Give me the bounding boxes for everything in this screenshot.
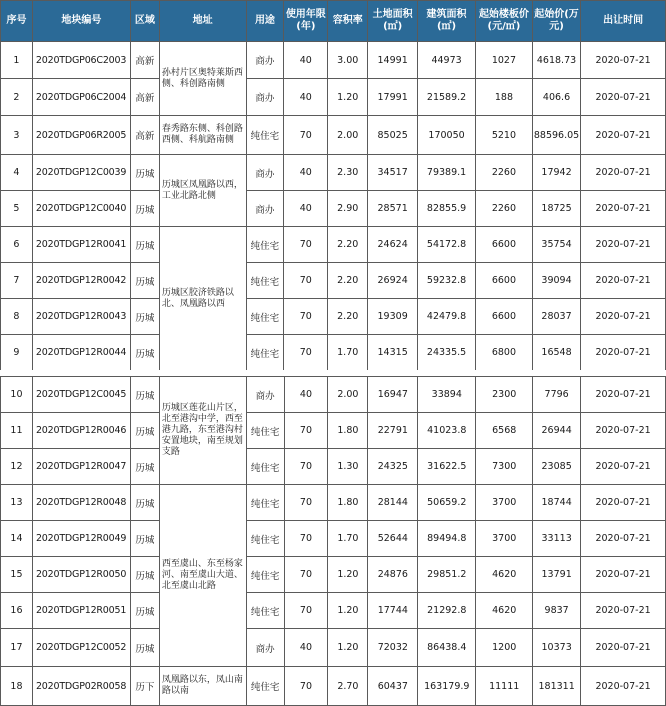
cell-area: 高新 — [130, 79, 159, 116]
cell-date: 2020-07-21 — [581, 299, 666, 335]
cell-area: 历城 — [130, 227, 159, 263]
cell-far: 1.20 — [328, 593, 368, 629]
cell-far: 2.70 — [328, 667, 368, 706]
cell-address: 凤凰路以东，凤山南路以南 — [159, 667, 246, 706]
cell-date: 2020-07-21 — [581, 667, 666, 706]
cell-area: 历城 — [130, 263, 159, 299]
table-row — [1, 155, 666, 191]
header-land-area: 土地面积(㎡) — [368, 1, 418, 42]
cell-building-area: 21292.8 — [418, 593, 476, 629]
cell-years: 70 — [284, 263, 328, 299]
cell-use: 纯住宅 — [246, 335, 284, 371]
cell-use: 商办 — [246, 377, 284, 413]
cell-building-area: 163179.9 — [418, 667, 476, 706]
cell-area: 历城 — [130, 449, 159, 485]
cell-use: 纯住宅 — [246, 449, 284, 485]
cell-floor-price: 6600 — [476, 299, 533, 335]
cell-use: 商办 — [246, 42, 284, 79]
cell-floor-price: 2260 — [476, 191, 533, 227]
cell-far: 2.20 — [328, 227, 368, 263]
cell-building-area: 89494.8 — [418, 521, 476, 557]
cell-start-price: 10373 — [533, 629, 581, 667]
header-floor-price: 起始楼板价(元/㎡) — [476, 1, 533, 42]
cell-code: 2020TDGP12R0044 — [32, 335, 130, 371]
cell-building-area: 79389.1 — [418, 155, 476, 191]
cell-years: 70 — [284, 413, 328, 449]
cell-land-area: 22791 — [368, 413, 418, 449]
cell-code: 2020TDGP12C0040 — [32, 191, 130, 227]
header-building-area: 建筑面积(㎡) — [418, 1, 476, 42]
cell-start-price: 16548 — [532, 335, 580, 371]
cell-floor-price: 3700 — [476, 485, 533, 521]
cell-date: 2020-07-21 — [581, 521, 666, 557]
cell-no: 5 — [1, 191, 33, 227]
cell-date: 2020-07-21 — [581, 485, 666, 521]
cell-floor-price: 11111 — [476, 667, 533, 706]
cell-no: 10 — [1, 377, 33, 413]
cell-no: 18 — [1, 667, 33, 706]
cell-area: 历下 — [130, 667, 159, 706]
cell-years: 70 — [284, 449, 328, 485]
cell-floor-price: 4620 — [476, 557, 533, 593]
cell-use: 纯住宅 — [246, 593, 284, 629]
cell-far: 3.00 — [328, 42, 368, 79]
cell-date: 2020-07-21 — [581, 155, 666, 191]
header-address: 地址 — [159, 1, 246, 42]
cell-land-area: 24624 — [368, 227, 418, 263]
cell-far: 1.70 — [328, 521, 368, 557]
cell-land-area: 24325 — [368, 449, 418, 485]
cell-no: 2 — [1, 79, 33, 116]
cell-land-area: 14991 — [368, 42, 418, 79]
cell-far: 1.20 — [328, 79, 368, 116]
cell-use: 纯住宅 — [246, 413, 284, 449]
table-row — [1, 263, 666, 299]
cell-start-price: 26944 — [533, 413, 581, 449]
header-use: 用途 — [246, 1, 284, 42]
table-row — [1, 79, 666, 116]
cell-area: 历城 — [130, 485, 159, 521]
cell-floor-price: 6600 — [476, 263, 533, 299]
header-area: 区域 — [130, 1, 159, 42]
table-row — [1, 449, 666, 485]
cell-building-area: 41023.8 — [418, 413, 476, 449]
cell-years: 40 — [284, 155, 328, 191]
cell-use: 商办 — [246, 191, 284, 227]
cell-years: 40 — [284, 629, 328, 667]
cell-code: 2020TDGP12R0048 — [32, 485, 130, 521]
header-date: 出让时间 — [581, 1, 666, 42]
cell-area: 高新 — [130, 42, 159, 79]
cell-use: 纯住宅 — [246, 299, 284, 335]
cell-years: 70 — [284, 593, 328, 629]
cell-years: 40 — [284, 79, 328, 116]
cell-far: 1.80 — [328, 485, 368, 521]
cell-years: 70 — [284, 335, 328, 371]
cell-floor-price: 2300 — [476, 377, 533, 413]
table-row — [1, 42, 666, 79]
cell-start-price: 23085 — [533, 449, 581, 485]
cell-area: 历城 — [130, 191, 159, 227]
cell-years: 40 — [284, 42, 328, 79]
cell-area: 历城 — [130, 335, 159, 371]
cell-far: 2.20 — [328, 299, 368, 335]
cell-address: 历城区莲花山片区，北至港沟中学，西至港九路，东至港沟村安置地块，南至规划支路 — [159, 377, 246, 485]
cell-start-price: 28037 — [532, 299, 580, 335]
cell-land-area: 17991 — [368, 79, 418, 116]
cell-far: 2.00 — [328, 377, 368, 413]
cell-date: 2020-07-21 — [581, 593, 666, 629]
cell-years: 70 — [284, 557, 328, 593]
header-no: 序号 — [1, 1, 33, 42]
cell-building-area: 33894 — [418, 377, 476, 413]
cell-start-price: 181311 — [533, 667, 581, 706]
cell-no: 7 — [1, 263, 33, 299]
cell-code: 2020TDGP12R0047 — [32, 449, 130, 485]
cell-land-area: 34517 — [368, 155, 418, 191]
cell-use: 商办 — [246, 155, 284, 191]
cell-no: 11 — [1, 413, 33, 449]
header-years: 使用年限(年) — [284, 1, 328, 42]
cell-use: 纯住宅 — [246, 485, 284, 521]
cell-land-area: 14315 — [368, 335, 418, 371]
table-row — [1, 413, 666, 449]
cell-land-area: 60437 — [368, 667, 418, 706]
cell-date: 2020-07-21 — [581, 557, 666, 593]
cell-area: 历城 — [130, 299, 159, 335]
cell-building-area: 50659.2 — [418, 485, 476, 521]
cell-floor-price: 4620 — [476, 593, 533, 629]
cell-address: 西至虞山、东至杨家河、南至虞山大道、北至虞山北路 — [159, 485, 246, 667]
cell-floor-price: 6600 — [476, 227, 533, 263]
cell-floor-price: 1027 — [476, 42, 533, 79]
cell-use: 商办 — [246, 79, 284, 116]
cell-area: 历城 — [130, 377, 159, 413]
cell-code: 2020TDGP06R2005 — [32, 116, 130, 155]
cell-area: 历城 — [130, 413, 159, 449]
cell-code: 2020TDGP06C2004 — [32, 79, 130, 116]
cell-start-price: 35754 — [532, 227, 580, 263]
cell-start-price: 18744 — [533, 485, 581, 521]
cell-land-area: 72032 — [368, 629, 418, 667]
land-table-lower — [0, 376, 666, 706]
cell-date: 2020-07-21 — [581, 263, 666, 299]
table-header-row — [1, 1, 666, 42]
cell-code: 2020TDGP12C0039 — [32, 155, 130, 191]
cell-code: 2020TDGP12C0045 — [32, 377, 130, 413]
header-far: 容积率 — [328, 1, 368, 42]
cell-years: 40 — [284, 377, 328, 413]
cell-area: 历城 — [130, 155, 159, 191]
cell-code: 2020TDGP06C2003 — [32, 42, 130, 79]
table-row — [1, 629, 666, 667]
cell-no: 3 — [1, 116, 33, 155]
cell-code: 2020TDGP12R0042 — [32, 263, 130, 299]
cell-date: 2020-07-21 — [581, 377, 666, 413]
cell-floor-price: 5210 — [476, 116, 533, 155]
cell-start-price: 13791 — [533, 557, 581, 593]
cell-code: 2020TDGP02R0058 — [32, 667, 130, 706]
cell-address: 孙村片区奥特莱斯西侧、科创路南侧 — [159, 42, 246, 116]
cell-far: 2.30 — [328, 155, 368, 191]
cell-address: 历城区胶济铁路以北、凤凰路以西 — [159, 227, 246, 371]
cell-floor-price: 3700 — [476, 521, 533, 557]
cell-area: 历城 — [130, 557, 159, 593]
cell-no: 6 — [1, 227, 33, 263]
cell-start-price: 406.6 — [532, 79, 580, 116]
cell-far: 1.80 — [328, 413, 368, 449]
cell-use: 纯住宅 — [246, 521, 284, 557]
cell-far: 1.30 — [328, 449, 368, 485]
cell-use: 商办 — [246, 629, 284, 667]
cell-code: 2020TDGP12R0041 — [32, 227, 130, 263]
header-start-price: 起始价(万元) — [532, 1, 580, 42]
cell-land-area: 28144 — [368, 485, 418, 521]
cell-date: 2020-07-21 — [581, 629, 666, 667]
cell-years: 70 — [284, 227, 328, 263]
cell-area: 历城 — [130, 629, 159, 667]
cell-years: 70 — [284, 116, 328, 155]
cell-far: 2.20 — [328, 263, 368, 299]
cell-land-area: 19309 — [368, 299, 418, 335]
cell-no: 14 — [1, 521, 33, 557]
cell-date: 2020-07-21 — [581, 335, 666, 371]
cell-years: 40 — [284, 191, 328, 227]
cell-use: 纯住宅 — [246, 227, 284, 263]
cell-land-area: 17744 — [368, 593, 418, 629]
cell-no: 13 — [1, 485, 33, 521]
cell-far: 1.70 — [328, 335, 368, 371]
cell-building-area: 42479.8 — [418, 299, 476, 335]
cell-code: 2020TDGP12R0046 — [32, 413, 130, 449]
cell-land-area: 24876 — [368, 557, 418, 593]
cell-far: 2.90 — [328, 191, 368, 227]
cell-land-area: 16947 — [368, 377, 418, 413]
cell-floor-price: 6800 — [476, 335, 533, 371]
table-row — [1, 485, 666, 521]
cell-code: 2020TDGP12R0049 — [32, 521, 130, 557]
cell-start-price: 9837 — [533, 593, 581, 629]
table-row — [1, 521, 666, 557]
header-code: 地块编号 — [32, 1, 130, 42]
cell-start-price: 17942 — [532, 155, 580, 191]
cell-use: 纯住宅 — [246, 263, 284, 299]
cell-start-price: 7796 — [533, 377, 581, 413]
cell-building-area: 59232.8 — [418, 263, 476, 299]
cell-date: 2020-07-21 — [581, 413, 666, 449]
cell-building-area: 44973 — [418, 42, 476, 79]
table-row — [1, 557, 666, 593]
cell-no: 16 — [1, 593, 33, 629]
cell-floor-price: 188 — [476, 79, 533, 116]
cell-years: 70 — [284, 299, 328, 335]
table-row — [1, 667, 666, 706]
cell-code: 2020TDGP12C0052 — [32, 629, 130, 667]
cell-start-price: 88596.05 — [532, 116, 580, 155]
table-row — [1, 191, 666, 227]
cell-land-area: 85025 — [368, 116, 418, 155]
cell-building-area: 170050 — [418, 116, 476, 155]
cell-no: 17 — [1, 629, 33, 667]
cell-far: 1.20 — [328, 557, 368, 593]
table-row — [1, 116, 666, 155]
cell-far: 1.20 — [328, 629, 368, 667]
cell-start-price: 33113 — [533, 521, 581, 557]
cell-date: 2020-07-21 — [581, 227, 666, 263]
cell-no: 12 — [1, 449, 33, 485]
cell-building-area: 54172.8 — [418, 227, 476, 263]
cell-address: 春秀路东侧、科创路西侧、科航路南侧 — [159, 116, 246, 155]
cell-years: 70 — [284, 667, 328, 706]
cell-building-area: 82855.9 — [418, 191, 476, 227]
cell-use: 纯住宅 — [246, 116, 284, 155]
cell-date: 2020-07-21 — [581, 42, 666, 79]
cell-date: 2020-07-21 — [581, 116, 666, 155]
table-row — [1, 227, 666, 263]
cell-years: 70 — [284, 521, 328, 557]
cell-start-price: 18725 — [532, 191, 580, 227]
cell-no: 8 — [1, 299, 33, 335]
cell-use: 纯住宅 — [246, 667, 284, 706]
cell-use: 纯住宅 — [246, 557, 284, 593]
cell-land-area: 28571 — [368, 191, 418, 227]
cell-no: 15 — [1, 557, 33, 593]
cell-start-price: 39094 — [532, 263, 580, 299]
cell-building-area: 21589.2 — [418, 79, 476, 116]
cell-date: 2020-07-21 — [581, 79, 666, 116]
cell-no: 1 — [1, 42, 33, 79]
cell-code: 2020TDGP12R0043 — [32, 299, 130, 335]
cell-date: 2020-07-21 — [581, 191, 666, 227]
cell-land-area: 26924 — [368, 263, 418, 299]
cell-building-area: 29851.2 — [418, 557, 476, 593]
cell-years: 70 — [284, 485, 328, 521]
cell-start-price: 4618.73 — [532, 42, 580, 79]
cell-date: 2020-07-21 — [581, 449, 666, 485]
cell-area: 历城 — [130, 593, 159, 629]
cell-no: 9 — [1, 335, 33, 371]
cell-area: 历城 — [130, 521, 159, 557]
cell-area: 高新 — [130, 116, 159, 155]
cell-building-area: 31622.5 — [418, 449, 476, 485]
cell-code: 2020TDGP12R0050 — [32, 557, 130, 593]
cell-far: 2.00 — [328, 116, 368, 155]
cell-building-area: 24335.5 — [418, 335, 476, 371]
table-row — [1, 377, 666, 413]
cell-address: 历城区凤凰路以西，工业北路北侧 — [159, 155, 246, 227]
cell-floor-price: 7300 — [476, 449, 533, 485]
table-row — [1, 299, 666, 335]
cell-no: 4 — [1, 155, 33, 191]
cell-floor-price: 6568 — [476, 413, 533, 449]
table-row — [1, 335, 666, 371]
table-row — [1, 593, 666, 629]
cell-land-area: 52644 — [368, 521, 418, 557]
cell-floor-price: 1200 — [476, 629, 533, 667]
cell-floor-price: 2260 — [476, 155, 533, 191]
cell-building-area: 86438.4 — [418, 629, 476, 667]
cell-code: 2020TDGP12R0051 — [32, 593, 130, 629]
